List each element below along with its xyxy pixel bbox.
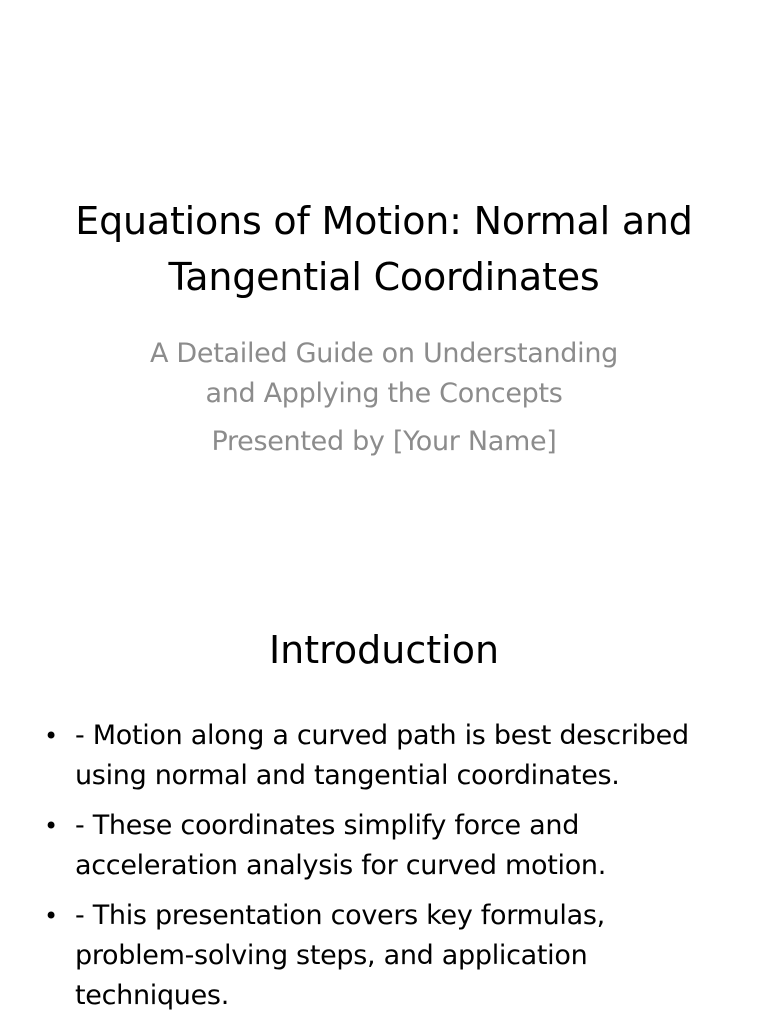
bullet-item [40,716,728,796]
subtitle-line: and Applying the Concepts [205,378,563,409]
introduction-slide [0,576,768,1024]
bullet-text-line: acceleration analysis for curved motion. [75,850,607,881]
bullet-marker: • [44,722,58,750]
bullet-text-line: problem-solving steps, and application [75,940,588,971]
bullet-marker: • [44,902,58,930]
bullet-text-line: using normal and tangential coordinates. [75,760,620,791]
bullet-text-line: - Motion along a curved path is best described [75,720,689,751]
bullet-text-line: techniques. [75,980,229,1011]
slide-title: Introduction [268,628,500,672]
slide-title-line: Equations of Motion: Normal and [75,199,693,243]
slide-title [40,193,728,305]
slide-subtitle [80,334,688,462]
bullet-item [40,896,728,1016]
presenter-credit: Presented by [Your Name] [211,426,557,457]
bullet-text-line: - This presentation covers key formulas, [75,900,605,931]
slide-title-line: Tangential Coordinates [168,255,600,299]
subtitle-line: A Detailed Guide on Understanding [149,338,619,369]
bullet-item [40,806,728,886]
bullet-text-line: - These coordinates simplify force and [75,810,580,841]
bullet-list [40,716,728,1026]
bullet-marker: • [44,812,58,840]
